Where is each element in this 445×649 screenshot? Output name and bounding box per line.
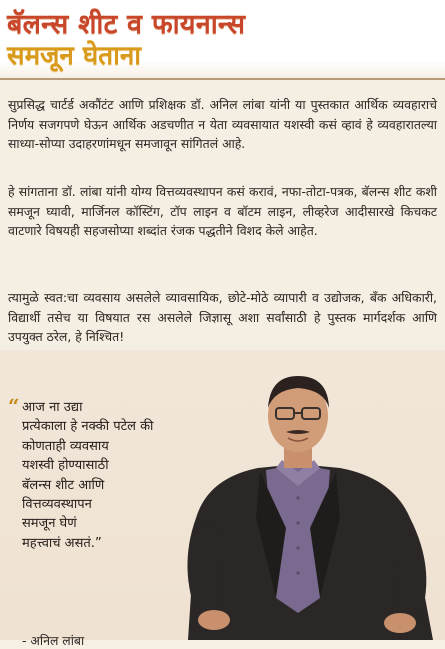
quote-open-mark: “ bbox=[8, 394, 20, 418]
book-title: बॅलन्स शीट व फायनान्स bbox=[7, 9, 246, 40]
title-divider bbox=[0, 78, 445, 80]
quote-author: - अनिल लांबा bbox=[22, 633, 85, 648]
quote-line: समजून घेणं bbox=[22, 516, 77, 532]
author-photo-section bbox=[0, 350, 445, 648]
quote-line: प्रत्येकाला हे नक्की पटेल की bbox=[22, 419, 154, 435]
quote-line: वित्तव्यवस्थापन bbox=[22, 497, 92, 513]
description-paragraph-2: हे सांगताना डॉ. लांबा यांनी योग्य वित्तव्यवस्थापन कसं करावं, नफा-तोटा-पत्रक, बॅलन्स शीट कशी समजून घ्यावी, मार्जिनल कॉस्टिंग, टॉप लाइन व बॉटम लाइन, लीव्हरेज आदीसारखे किचकट वाटणारे विषयही सहजसोप्या शब्दांत रंजक पद्धतीने विशद केले आहेत. bbox=[8, 184, 437, 239]
description-paragraph-3: त्यामुळे स्वत:चा व्यवसाय असलेले व्यावसायिक, छोटे-मोठे व्यापारी व उद्योजक, बँक अधिकारी, विद्यार्थी तसेच या विषयात रस असलेले जिज्ञासू अशा सर्वांसाठी हे पुस्तक मार्गदर्शक आणि उपयुक्त ठरेल, हे निश्चित! bbox=[8, 290, 437, 345]
book-subtitle: समजून घेताना bbox=[7, 41, 141, 71]
quote-line: महत्त्वाचं असतं.” bbox=[22, 535, 102, 551]
quote-line: यशस्वी होण्यासाठी bbox=[22, 458, 109, 474]
quote-line: कोणताही व्यवसाय bbox=[22, 438, 109, 454]
quote-line: बॅलन्स शीट आणि bbox=[22, 477, 105, 493]
title-block bbox=[0, 0, 445, 78]
description-paragraph-1: सुप्रसिद्ध चार्टर्ड अकौंटंट आणि प्रशिक्षक डॉ. अनिल लांबा यांनी या पुस्तकात आर्थिक व्यवहाराचे निर्णय सजगपणे घेऊन आर्थिक अडचणीत न येता व्यवसायात यशस्वी कसं व्हावं हे व्यवहारातल्या साध्या-सोप्या उदाहरणांमधून समजावून सांगितलं आहे. bbox=[8, 97, 437, 152]
author-photo bbox=[148, 368, 445, 640]
quote-line: आज ना उद्या bbox=[22, 400, 83, 415]
